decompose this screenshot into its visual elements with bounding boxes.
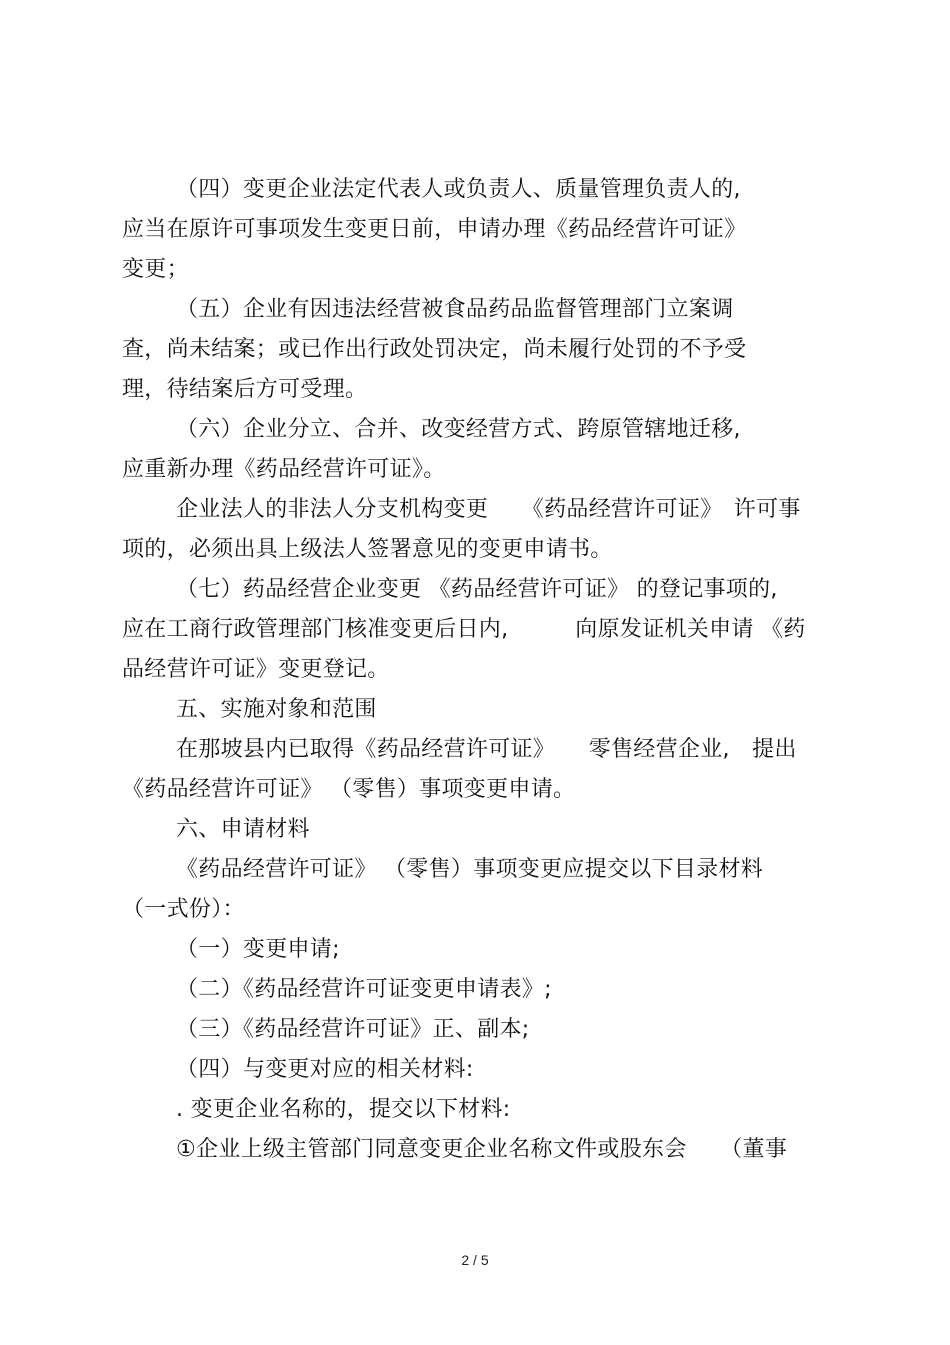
paragraph-line: （六）企业分立、合并、改变经营方式、跨原管辖地迁移, [176, 417, 741, 442]
paragraph-line: ①企业上级主管部门同意变更企业名称文件或股东会 （董事 [176, 1137, 788, 1162]
paragraph-line: （五）企业有因违法经营被食品药品监督管理部门立案调 [176, 297, 734, 322]
paragraph-line: 应当在原许可事项发生变更日前，申请办理《药品经营许可证》 [122, 217, 747, 242]
paragraph-line: 在那坡县内已取得《药品经营许可证》 零售经营企业, 提出 [176, 737, 797, 762]
paragraph-line: 变更； [122, 257, 189, 282]
paragraph-line: . 变更企业名称的，提交以下材料: [176, 1097, 511, 1122]
paragraph-line: 品经营许可证》变更登记。 [122, 657, 390, 682]
paragraph-line: 查，尚未结案；或已作出行政处罚决定，尚未履行处罚的不予受 [122, 337, 747, 362]
paragraph-line: 应在工商行政管理部门核准变更后日内, 向原发证机关申请 《药 [122, 617, 806, 642]
list-item: （三）《药品经营许可证》正、副本; [176, 1017, 530, 1042]
paragraph-line: 《药品经营许可证》 （零售）事项变更申请。 [122, 777, 576, 802]
paragraph-line: 《药品经营许可证》 （零售）事项变更应提交以下目录材料 [176, 857, 764, 882]
section-heading: 五、实施对象和范围 [176, 697, 377, 722]
paragraph-line: （一式份）： [122, 897, 245, 922]
paragraph-line: 项的，必须出具上级法人签署意见的变更申请书。 [122, 537, 613, 562]
page-number: 2 / 5 [461, 1252, 489, 1268]
paragraph-line: 理，待结案后方可受理。 [122, 377, 368, 402]
paragraph-line: 企业法人的非法人分支机构变更 《药品经营许可证》 许可事 [176, 497, 801, 522]
list-item: （一）变更申请; [176, 937, 340, 962]
paragraph-line: （四）变更企业法定代表人或负责人、质量管理负责人的, [176, 177, 741, 202]
list-item: （四）与变更对应的相关材料: [176, 1057, 474, 1082]
paragraph-line: （七）药品经营企业变更 《药品经营许可证》 的登记事项的, [176, 577, 778, 602]
section-heading: 六、申请材料 [176, 817, 310, 842]
list-item: （二）《药品经营许可证变更申请表》; [176, 977, 552, 1002]
paragraph-line: 应重新办理《药品经营许可证》。 [122, 457, 446, 482]
